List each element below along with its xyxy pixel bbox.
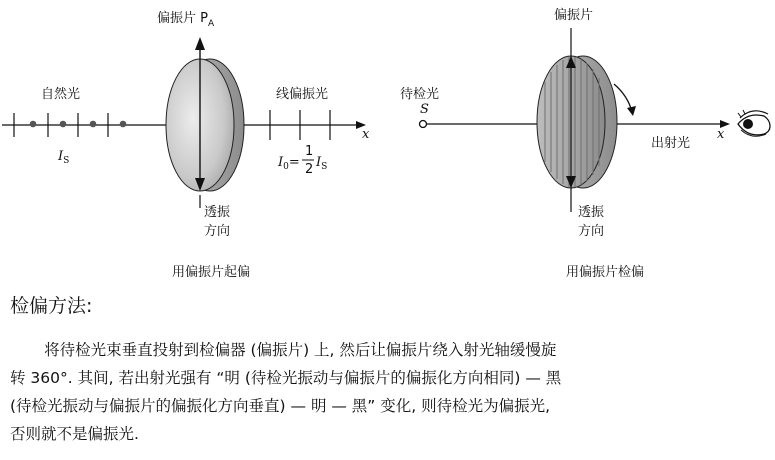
left-figure (2, 10, 370, 280)
polarizer-pa-label: 偏振片 P (157, 11, 208, 26)
source-label: S (420, 102, 429, 117)
right-caption: 用偏振片检偏 (566, 265, 645, 280)
method-line-1: 将待检光束垂直投射到检偏器 (偏振片) 上, 然后让偏振片绕入射光轴缓慢旋 (44, 341, 557, 359)
svg-text:I0= (277, 155, 300, 172)
left-trans-dir-2: 方向 (204, 224, 231, 239)
is-sub: S (321, 162, 328, 172)
left-caption: 用偏振片起偏 (172, 265, 251, 280)
output-light-label: 出射光 (651, 136, 691, 151)
right-trans-dir-1: 透振 (578, 205, 605, 220)
natural-light-label: 自然光 (41, 87, 81, 102)
right-trans-dir-2: 方向 (578, 224, 605, 239)
method-line-4: 否则就不是偏振光. (10, 425, 139, 443)
i0-formula (277, 144, 327, 177)
intensity-in-sub: S (63, 156, 70, 166)
intensity-in: I (58, 149, 64, 164)
analyzer-polarizer (537, 28, 617, 192)
method-title: 检偏方法: (10, 295, 93, 317)
polarizer-pa (166, 37, 244, 191)
is-base: I (316, 155, 322, 170)
source-point (420, 121, 427, 128)
light-to-check-label: 待检光 (400, 87, 440, 102)
i0-eq: = (288, 155, 300, 170)
linear-light-label: 线偏振光 (276, 87, 329, 102)
method-line-3: (待检光振动与偏振片的偏振化方向垂直) — 明 — 黑” 变化, 则待检光为偏振光, (10, 397, 551, 415)
svg-text:偏振片 PA (157, 10, 215, 29)
eye-icon (738, 110, 770, 136)
i0-sub: 0 (283, 162, 289, 172)
half-denominator: 2 (305, 162, 314, 177)
i0-base: I (278, 155, 284, 170)
left-axis-x-label: x (362, 127, 370, 142)
polarizer-pa-sub: A (207, 19, 215, 29)
right-axis-x-label: x (717, 127, 725, 142)
analyzer-label: 偏振片 (554, 8, 594, 23)
svg-text:IS (57, 149, 69, 166)
half-numerator: 1 (305, 144, 314, 159)
svg-text:IS (315, 155, 327, 172)
method-paragraph (10, 336, 770, 448)
method-line-2: 转 360°. 其间, 若出射光强有 “明 (待检光振动与偏振片的偏振化方向相同) — 黑 (10, 369, 562, 387)
right-figure (400, 7, 770, 280)
left-trans-dir-1: 透振 (204, 205, 231, 220)
